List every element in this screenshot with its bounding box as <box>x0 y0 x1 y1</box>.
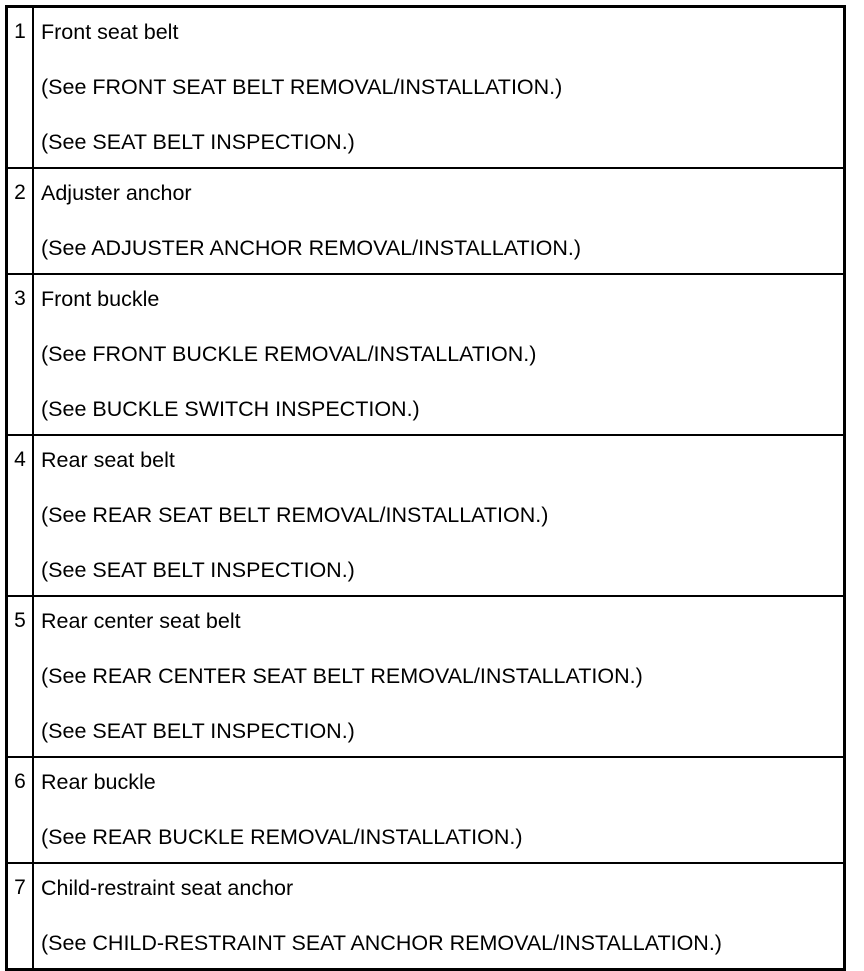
table-row <box>7 596 845 757</box>
item-title: Rear seat belt <box>41 448 175 472</box>
item-number: 6 <box>7 757 34 863</box>
item-title: Rear buckle <box>41 770 156 794</box>
item-number: 5 <box>7 596 34 757</box>
item-title: Adjuster anchor <box>41 181 192 205</box>
item-reference-link[interactable]: (See FRONT BUCKLE REMOVAL/INSTALLATION.) <box>41 342 537 366</box>
item-content <box>33 757 845 863</box>
item-reference-link[interactable]: (See SEAT BELT INSPECTION.) <box>41 130 355 154</box>
item-reference-link[interactable]: (See BUCKLE SWITCH INSPECTION.) <box>41 397 420 421</box>
table-row <box>7 168 845 274</box>
item-number: 2 <box>7 168 34 274</box>
item-number: 1 <box>7 7 34 169</box>
item-content <box>33 596 845 757</box>
item-content <box>33 863 845 970</box>
item-content <box>33 435 845 596</box>
item-reference-link[interactable]: (See REAR CENTER SEAT BELT REMOVAL/INSTALLATION.) <box>41 664 643 688</box>
item-title: Rear center seat belt <box>41 609 241 633</box>
item-reference-link[interactable]: (See FRONT SEAT BELT REMOVAL/INSTALLATION.) <box>41 75 563 99</box>
item-reference-link[interactable]: (See SEAT BELT INSPECTION.) <box>41 719 355 743</box>
item-reference-link[interactable]: (See SEAT BELT INSPECTION.) <box>41 558 355 582</box>
table-row <box>7 863 845 970</box>
item-title: Front buckle <box>41 287 160 311</box>
item-title: Front seat belt <box>41 20 179 44</box>
table-row <box>7 274 845 435</box>
table-row <box>7 757 845 863</box>
item-number: 3 <box>7 274 34 435</box>
table-row <box>7 435 845 596</box>
table-row <box>7 7 845 169</box>
item-content <box>33 168 845 274</box>
item-reference-link[interactable]: (See REAR BUCKLE REMOVAL/INSTALLATION.) <box>41 825 523 849</box>
item-reference-link[interactable]: (See CHILD-RESTRAINT SEAT ANCHOR REMOVAL/INSTALLATION.) <box>41 931 722 955</box>
parts-table <box>5 5 846 971</box>
item-title: Child-restraint seat anchor <box>41 876 294 900</box>
item-content <box>33 7 845 169</box>
item-content <box>33 274 845 435</box>
item-reference-link[interactable]: (See ADJUSTER ANCHOR REMOVAL/INSTALLATION.) <box>41 236 581 260</box>
item-reference-link[interactable]: (See REAR SEAT BELT REMOVAL/INSTALLATION.) <box>41 503 549 527</box>
item-number: 4 <box>7 435 34 596</box>
item-number: 7 <box>7 863 34 970</box>
